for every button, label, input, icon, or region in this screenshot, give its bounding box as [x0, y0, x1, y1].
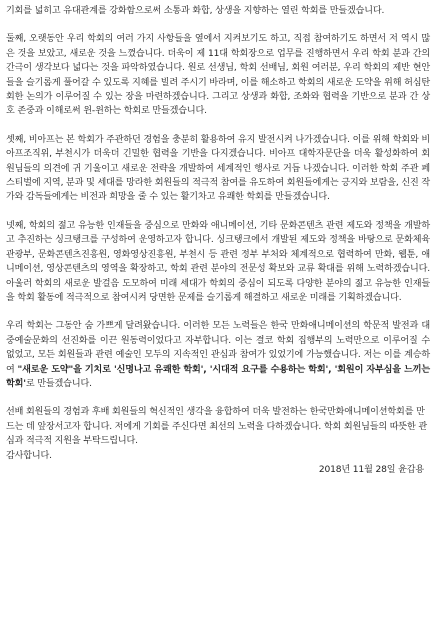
fifth-paragraph-text: 우리 학회는 그동안 숨 가쁘게 달려왔습니다. 이러한 모든 노력들은 한국 만화애니메이션의 학문적 발전과 대중예술문화의 선진화를 이끈 원동력이었다고 자부합니다. 이는 결코 학회 집행부의 노력만으로 이루어질 수 없었고, 모든 회원들과 관련 예술인 모두의 지속적인 관심과 참여가 있었기에 가능했습니다. 저는 이를 계승하여: [6, 321, 430, 375]
intro-paragraph: 기회를 넓히고 유대관계를 강화함으로써 소통과 화합, 상생을 지향하는 열린 학회를 만들겠습니다.: [6, 6, 385, 16]
closing-thanks: 감사합니다.: [6, 450, 52, 461]
fifth-paragraph: [6, 319, 430, 391]
fourth-point-paragraph: 넷째, 학회의 젊고 유능한 인재들을 중심으로 만화와 애니메이션, 기타 문화콘텐츠 관련 제도와 정책을 개발하고 추진하는 싱크탱크를 구성하여 운영하고자 합니다. 싱크탱크에서 개발된 제도와 정책을 바탕으로 문화체육관광부, 문화콘텐츠진흥원, 영화영상진흥원, 부천시 등 관련 정부 부처와 체계적으로 협력하여 만화, 웹툰, 애니메이션, 영상콘텐츠의 영역을 확장하고, 학회 관련 분야의 전문성 확보와 교류 확대를 위해 노력하겠습니다. 아울러 학회의 새로운 발걸음 도모하여 미래 세대가 학회의 중심이 되도록 다양한 분야의 젊고 유능한 인재들을 학회 활동에 적극적으로 참여시켜 당면한 문제를 슬기롭게 해결하고 새로운 미래를 기획하겠습니다.: [6, 220, 430, 303]
fifth-paragraph-ending: 로 만들겠습니다.: [25, 378, 92, 389]
second-point-paragraph: 둘째, 오랫동안 우리 학회의 여러 가지 사항들을 옆에서 지켜보기도 하고, 직접 참여하기도 하면서 저 역시 많은 것을 보았고, 새로운 것을 느꼈습니다. 더욱이 제 11대 학회장으로 업무를 진행하면서 우리 학회 분과 간의 간극이 생각보다 넓다는 것을 파악하였습니다. 원로 선생님, 학회 선배님, 회원 여러분, 우리 학회의 제반 현안들을 슬기롭게 풀어갈 수 있도록 지혜를 빌려 주시기 바라며, 이를 해소하고 학회의 새로운 도약을 위해 허심탄회한 논의가 이루어질 수 있는 장을 마련하겠습니다. 그리고 상생과 화합, 조화와 협력을 기반으로 분과 간 상호 존중과 이해로써 윈-윈하는 학회로 만들겠습니다.: [6, 34, 430, 117]
sixth-paragraph: 선배 회원들의 경험과 후배 회원들의 혁신적인 생각을 융합하여 더욱 발전하는 한국만화애니메이션학회를 만드는 데 앞장서고자 합니다. 저에게 기회를 주신다면 최선의 노력을 다하겠습니다. 학회 회원님들의 따뜻한 관심과 적극적 지원을 부탁드립니다.: [6, 407, 428, 447]
vision-slogan: "새로운 도약"을 기치로 '신명나고 유쾌한 학회', '시대적 요구를 수용하는 학회', '회원이 자부심을 느끼는 학회': [6, 364, 430, 389]
third-point-paragraph: 셋째, 비아프는 본 학회가 주관하던 경험을 충분히 활용하여 유지 발전시켜 나가겠습니다. 이를 위해 학회와 비아프조직위, 부천시가 더욱더 긴밀한 협력을 기반을 다지겠습니다. 비아프 대학자문단을 더욱 활성화하여 회원님들의 의견에 귀 기울이고 새로운 전략을 개발하여 세계적인 행사로 거듭 나겠습니다. 이러한 학회 주관 페스티벌에 지역, 분과 및 세대를 망라한 회원들의 적극적 참여를 유도하여 회원들에게는 긍지와 보람을, 신진 작가와 감독들에게는 비전과 희망을 줄 수 있는 활기차고 유쾌한 학회를 만들겠습니다.: [6, 134, 430, 203]
date-signature: 2018년 11월 28일 윤갑용: [318, 464, 424, 475]
